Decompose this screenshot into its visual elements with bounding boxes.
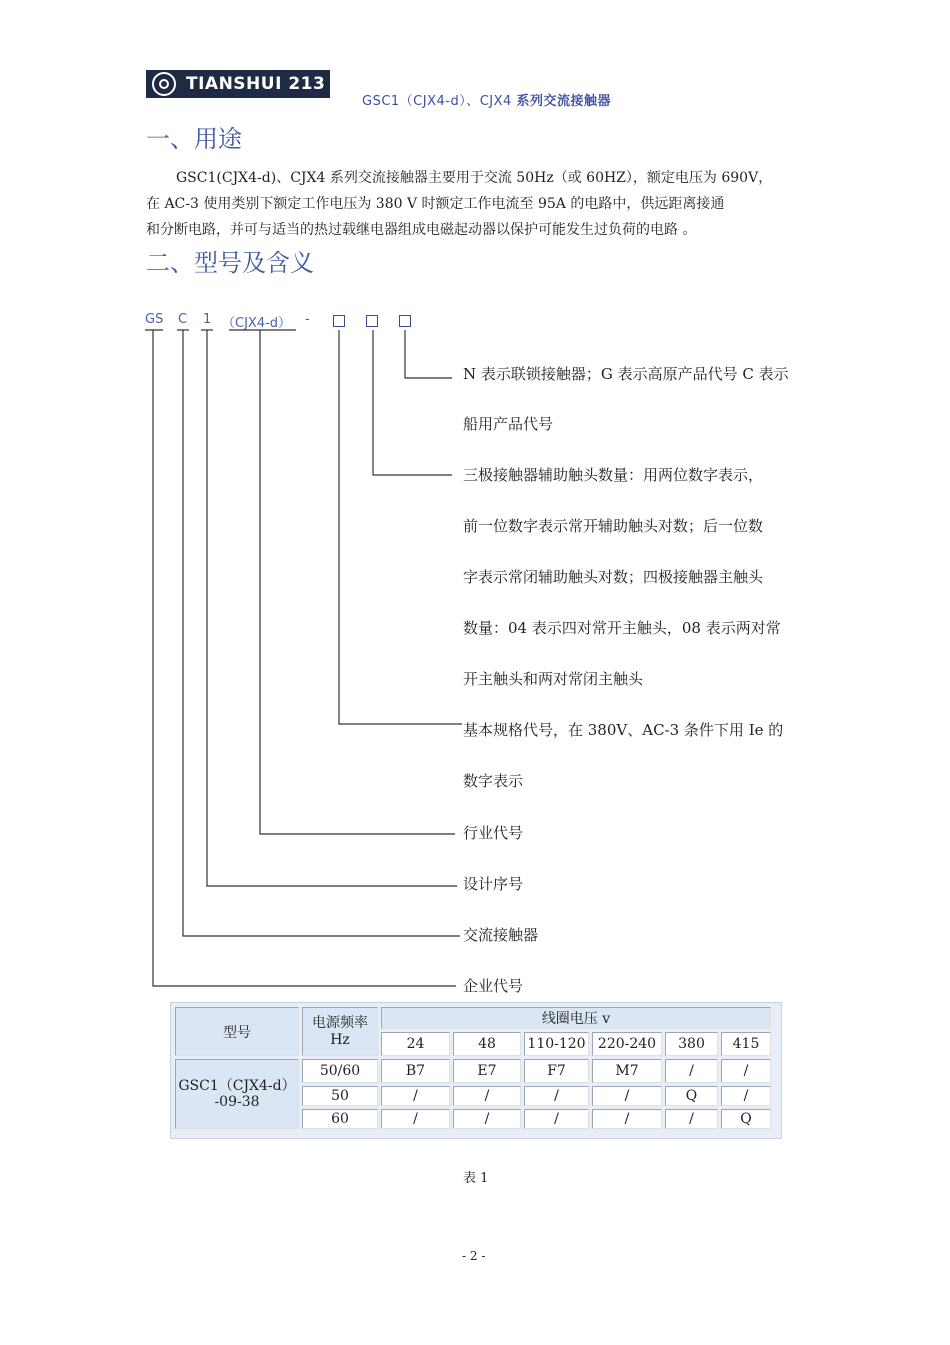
table-cell: /: [721, 1059, 771, 1083]
desc-ac-contactor: 交流接触器: [463, 926, 539, 944]
table-caption: 表 1: [463, 1171, 489, 1186]
code-1: 1: [203, 312, 212, 327]
voltage-110-120: 110-120: [524, 1032, 589, 1056]
voltage-380: 380: [665, 1032, 718, 1056]
desc-basic-spec-2: 数字表示: [463, 772, 524, 790]
code-c: C: [178, 312, 188, 327]
page-number: - 2 -: [462, 1249, 486, 1263]
freq-cell: 50/60: [302, 1059, 378, 1083]
leader-1: [207, 330, 457, 886]
section-heading-usage: 一、用途: [146, 125, 242, 153]
table-cell: /: [381, 1109, 450, 1129]
table-cell: Q: [665, 1086, 718, 1106]
table-cell: /: [665, 1059, 718, 1083]
table-cell: /: [381, 1086, 450, 1106]
header-title-suffix: 系列交流接触器: [516, 94, 611, 109]
section-heading-model: 二、型号及含义: [146, 249, 314, 277]
table-cell: E7: [453, 1059, 521, 1083]
code-gs: GS: [145, 312, 164, 327]
leader-cjx: [260, 330, 455, 834]
code-cjx: （CJX4-d）: [222, 316, 292, 331]
usage-line-2: 在 AC-3 使用类别下额定工作电压为 380 V 时额定工作电流至 95A 的电路中，供远距离接通: [146, 196, 725, 212]
table-cell: /: [665, 1109, 718, 1129]
desc-aux-contacts-4: 数量：04 表示四对常开主触头，08 表示两对常: [463, 619, 781, 637]
table-cell: /: [453, 1109, 521, 1129]
table-cell: Q: [721, 1109, 771, 1129]
freq-cell: 50: [302, 1086, 378, 1106]
desc-design-serial: 设计序号: [463, 875, 524, 893]
table-cell: /: [592, 1109, 662, 1129]
desc-aux-contacts-5: 开主触头和两对常闭主触头: [463, 670, 644, 688]
coil-voltage-table: [172, 1004, 774, 1132]
desc-industry-code: 行业代号: [463, 824, 524, 842]
voltage-48: 48: [453, 1032, 521, 1056]
table-cell: /: [524, 1086, 589, 1106]
desc-aux-contacts-1: 三极接触器辅助触头数量：用两位数字表示，: [463, 466, 764, 484]
model-cell: GSC1（CJX4-d） -09-38: [175, 1059, 299, 1129]
leader-box-3: [405, 330, 452, 378]
voltage-415: 415: [721, 1032, 771, 1056]
desc-suffix-code-2: 船用产品代号: [463, 415, 554, 433]
table-cell: F7: [524, 1059, 589, 1083]
table-cell: /: [721, 1086, 771, 1106]
header-frequency: 电源频率 Hz: [302, 1007, 378, 1056]
usage-line-1: GSC1(CJX4-d)、CJX4 系列交流接触器主要用于交流 50Hz（或 60HZ），额定电压为 690V，: [176, 170, 773, 186]
voltage-220-240: 220-240: [592, 1032, 662, 1056]
leader-c: [183, 330, 460, 936]
code-dash: -: [305, 312, 310, 327]
desc-aux-contacts-3: 字表示常闭辅助触头对数；四极接触器主触头: [463, 568, 764, 586]
table-cell: /: [592, 1086, 662, 1106]
header-model: 型号: [175, 1007, 299, 1056]
logo-text: TIANSHUI 213: [186, 74, 326, 94]
leader-box-2: [373, 330, 452, 475]
usage-line-3: 和分断电路，并可与适当的热过载继电器组成电磁起动器以保护可能发生过负荷的电路 。: [146, 222, 697, 238]
leader-box-1: [339, 330, 462, 724]
desc-aux-contacts-2: 前一位数字表示常开辅助触头对数；后一位数: [463, 517, 764, 535]
header-coil-voltage: 线圈电压 v: [381, 1007, 771, 1029]
table-cell: B7: [381, 1059, 450, 1083]
table-row: [175, 1059, 771, 1083]
desc-suffix-code: N 表示联锁接触器；G 表示高原产品代号 C 表示: [463, 365, 789, 383]
freq-cell: 60: [302, 1109, 378, 1129]
desc-enterprise-code: 企业代号: [463, 977, 524, 995]
voltage-24: 24: [381, 1032, 450, 1056]
table-cell: /: [453, 1086, 521, 1106]
header-title-prefix: GSC1（CJX4-d）、CJX4: [362, 94, 512, 109]
desc-basic-spec-1: 基本规格代号，在 380V、AC-3 条件下用 Ie 的: [463, 721, 784, 739]
table-cell: /: [524, 1109, 589, 1129]
leader-gs: [153, 330, 456, 986]
table-cell: M7: [592, 1059, 662, 1083]
